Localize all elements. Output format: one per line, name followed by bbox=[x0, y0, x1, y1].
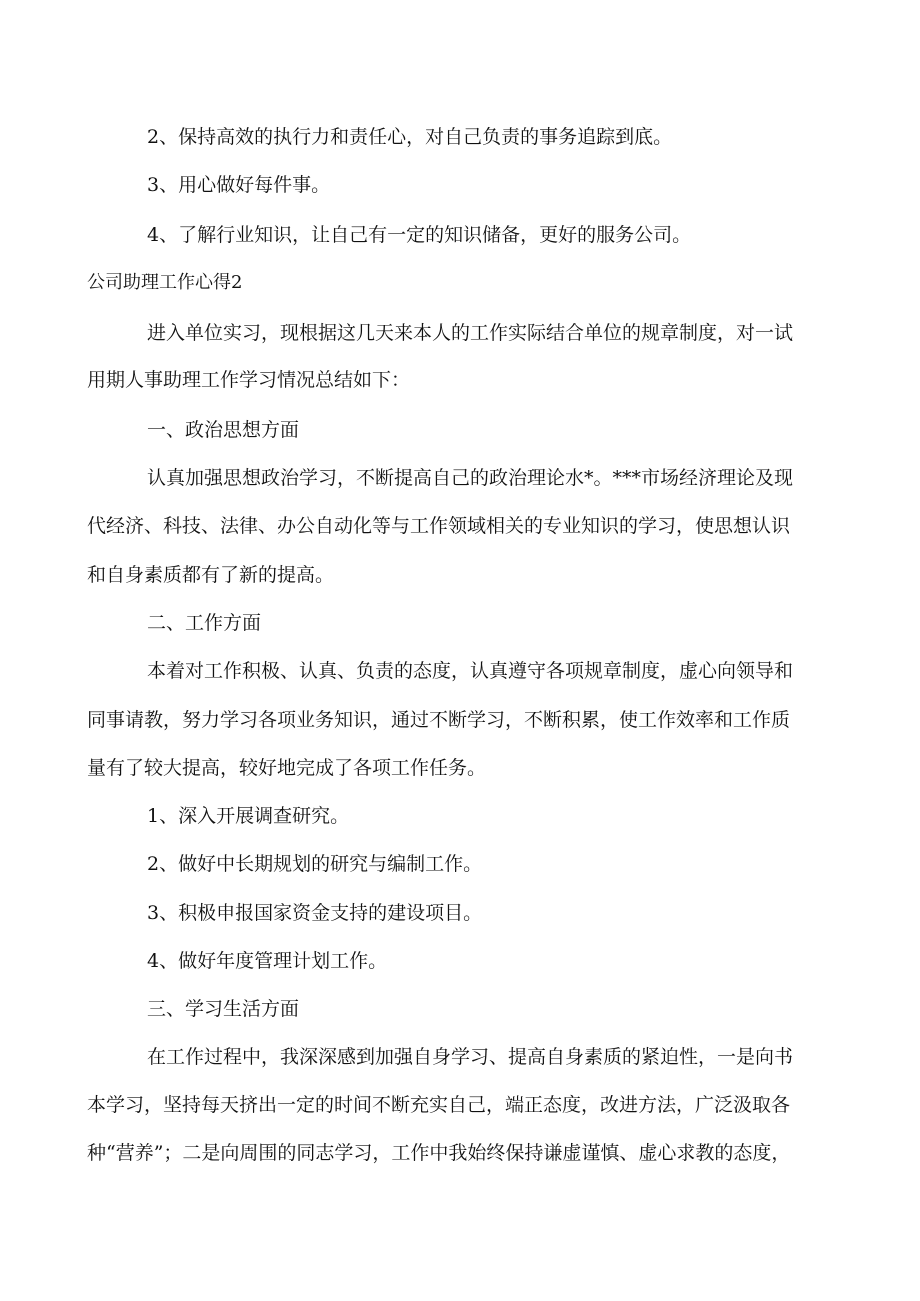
list-item: 2、保持高效的执行力和责任心，对自己负责的事务追踪到底。 bbox=[147, 126, 673, 148]
paragraph-line: 量有了较大提高，较好地完成了各项工作任务。 bbox=[87, 757, 487, 779]
paragraph-line: 进入单位实习，现根据这几天来本人的工作实际结合单位的规章制度，对一试 bbox=[147, 322, 794, 344]
section-heading: 二、工作方面 bbox=[147, 612, 262, 634]
section-heading: 三、学习生活方面 bbox=[147, 998, 300, 1020]
list-item: 3、用心做好每件事。 bbox=[147, 174, 331, 196]
list-item: 4、了解行业知识，让自己有一定的知识储备，更好的服务公司。 bbox=[147, 224, 692, 246]
paragraph-line: 在工作过程中，我深深感到加强自身学习、提高自身素质的紧迫性，一是向书 bbox=[147, 1046, 794, 1068]
list-item: 1、深入开展调查研究。 bbox=[147, 805, 350, 827]
list-item: 3、积极申报国家资金支持的建设项目。 bbox=[147, 902, 483, 924]
paragraph-line: 本学习，坚持每天挤出一定的时间不断充实自己，端正态度，改进方法，广泛汲取各 bbox=[87, 1094, 791, 1116]
paragraph-line: 同事请教，努力学习各项业务知识，通过不断学习，不断积累，使工作效率和工作质 bbox=[87, 709, 791, 731]
paragraph-line: 代经济、科技、法律、办公自动化等与工作领域相关的专业知识的学习，使思想认识 bbox=[87, 515, 791, 537]
section-title: 公司助理工作心得2 bbox=[87, 272, 243, 293]
paragraph-line: 和自身素质都有了新的提高。 bbox=[87, 564, 335, 586]
list-item: 2、做好中长期规划的研究与编制工作。 bbox=[147, 853, 483, 875]
list-item: 4、做好年度管理计划工作。 bbox=[147, 950, 388, 972]
paragraph-line: 认真加强思想政治学习，不断提高自己的政治理论水*。***市场经济理论及现 bbox=[147, 467, 794, 489]
paragraph-line: 种“营养”；二是向周围的同志学习，工作中我始终保持谦虚谨慎、虚心求教的态度， bbox=[87, 1142, 791, 1164]
paragraph-line: 本着对工作积极、认真、负责的态度，认真遵守各项规章制度，虚心向领导和 bbox=[147, 660, 794, 682]
paragraph-line: 用期人事助理工作学习情况总结如下： bbox=[87, 369, 411, 391]
section-heading: 一、政治思想方面 bbox=[147, 419, 300, 441]
